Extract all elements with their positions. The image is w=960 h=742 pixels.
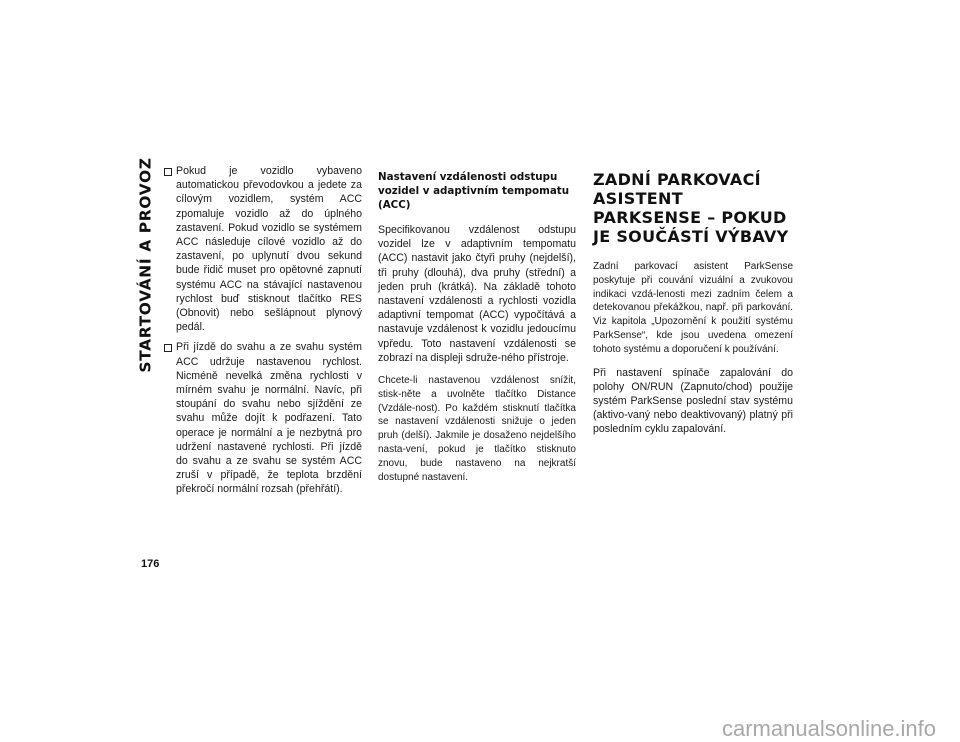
acc-distance-paragraph-2: Chcete-li nastavenou vzdálenost snížit, stisk-něte a uvolněte tlačítko Distance (Vzdále-nost). Po každém stisknutí tlačítka se nastavení vzdálenosti snižuje o jeden pruh (delší). Jakmile je dosaženo nejdelšího nasta-vení, pokud je tlačítko stisknuto znovu, bude nastaveno na nejkratší dostupné nastavení.: [378, 375, 576, 483]
parksense-section-title: ZADNÍ PARKOVACÍ ASISTENT PARKSENSE – POKUD JE SOUČÁSTÍ VÝBAVY: [593, 170, 789, 246]
checkbox-bullet-icon: [164, 168, 172, 176]
column-3: [593, 164, 793, 446]
bullet-item: [164, 340, 362, 496]
acc-distance-paragraph-1: Specifikovanou vzdálenost odstupu vozidel lze v adaptivním tempomatu (ACC) nastavit jako čtyři pruhy (nejdelší), tři pruhy (dlouhá), dva pruhy (střední) a jeden pruh (krátká). Na základě tohoto nastavení vzdálenosti a rychlosti vozidla adaptivní tempomat (ACC) vypočítává a nastavuje vzdálenost k vozidlu jedoucímu vpředu. Toto nastavení vzdálenosti se zobrazí na displeji sdruže-ného přístroje.: [378, 224, 576, 364]
chapter-side-title: [132, 157, 160, 373]
bullet-text: Pokud je vozidlo vybaveno automatickou převodovkou a jedete za cílovým vozidlem, systém ACC zpomaluje vozidlo až do úplného zastavení. Pokud vozidlo se systémem ACC následuje cílové vozidlo až do zastavení, po uplynutí dvou sekund bude řidič muset pro opětovné zapnutí systému ACC na stávající nastavenou rychlost buď stisknout tlačítko RES (Obnovit) nebo sešlápnout plynový pedál.: [176, 165, 362, 334]
acc-distance-heading: Nastavení vzdálenosti odstupu vozidel v adaptivním tempomatu (ACC): [378, 171, 570, 211]
page-number: 176: [141, 558, 160, 570]
column-2: [378, 164, 576, 493]
parksense-paragraph-1: Zadní parkovací asistent ParkSense poskytuje při couvání vizuální a zvukovou indikaci vzdá-lenosti mezi zadním čelem a detekovanou překážkou, např. při parkování. Viz kapitola „Upozornění k použití systému ParkSense“, kde jsou uvedena omezení tohoto systému a doporučení k používání.: [593, 261, 793, 355]
watermark-link[interactable]: carmanualsonline.info: [722, 716, 937, 741]
bullet-text: Při jízdě do svahu a ze svahu systém ACC udržuje nastavenou rychlost. Nicméně nevelká změna rychlosti v mírném svahu je normální. Navíc, při stoupání do svahu nebo sjíždění ze svahu může dojít k podřazení. Tato operace je normální a je nezbytná pro udržení nastavené rychlosti. Při jízdě do svahu a ze svahu se systém ACC zruší v případě, že teplota brzdění překročí normální rozsah (přehřátí).: [176, 341, 362, 496]
parksense-paragraph-2: Při nastavení spínače zapalování do polohy ON/RUN (Zapnuto/chod) použije systém ParkSense poslední stav systému (aktivo-vaný nebo deaktivovaný) platný při posledním cyklu zapalování.: [593, 366, 793, 436]
bullet-item: [164, 164, 362, 334]
checkbox-bullet-icon: [164, 344, 172, 352]
chapter-side-title-text: STARTOVÁNÍ A PROVOZ: [137, 157, 156, 373]
column-1: [164, 164, 362, 503]
